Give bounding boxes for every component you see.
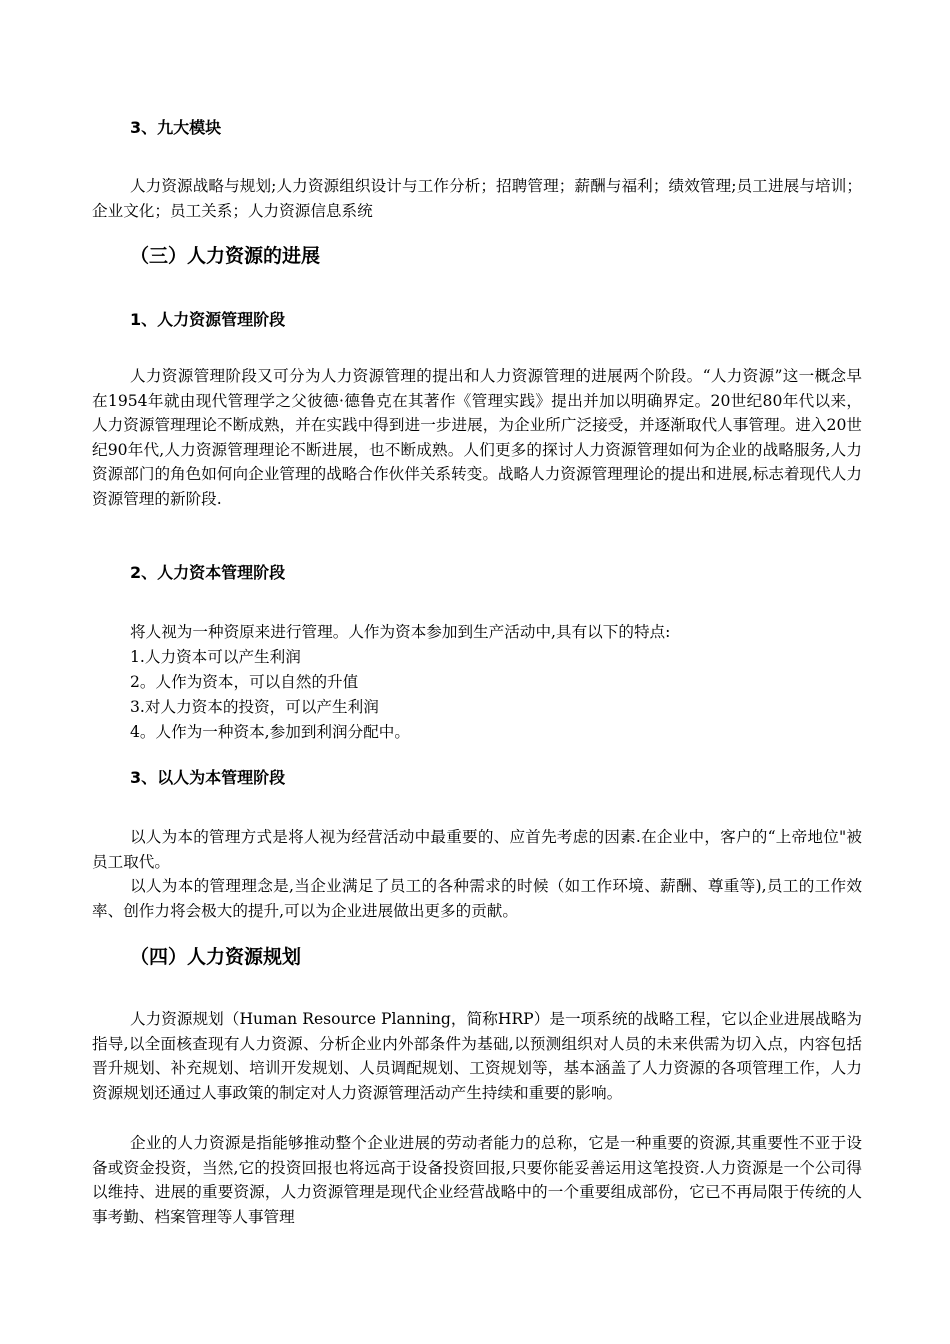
heading-stage-1: 1、人力资源管理阶段 <box>130 310 286 329</box>
paragraph-hr-planning-a: 人力资源规划（Human Resource Planning，简称HRP）是一项系统的战略工程，它以企业进展战略为指导,以全面核查现有人力资源、分析企业内外部条件为基础,以预测组织对人员的未来供需为切入点，内容包括晋升规划、补充规划、培训开发规划、人员调配规划、工资规划等，基本涵盖了人力资源的各项管理工作，人力资源规划还通过人事政策的制定对人力资源管理活动产生持续和重要的影响。 <box>92 1010 862 1102</box>
heading-hr-planning: （四）人力资源规划 <box>130 946 302 968</box>
stage-2-feature-list <box>130 645 410 745</box>
list-item: 2。人作为资本，可以自然的升值 <box>130 673 359 691</box>
paragraph-stage-3-b: 以人为本的管理理念是,当企业满足了员工的各种需求的时候（如工作环境、薪酬、尊重等),员工的工作效率、创作力将会极大的提升,可以为企业进展做出更多的贡献。 <box>92 877 862 920</box>
list-item: 1.人力资本可以产生利润 <box>130 648 301 666</box>
list-item: 3.对人力资本的投资，可以产生利润 <box>130 698 379 716</box>
heading-nine-modules: 3、九大模块 <box>130 118 222 137</box>
list-item: 4。人作为一种资本,参加到利润分配中。 <box>130 723 410 741</box>
heading-stage-3: 3、以人为本管理阶段 <box>130 768 286 787</box>
paragraph-stage-2-intro: 将人视为一种资原来进行管理。人作为资本参加到生产活动中,具有以下的特点: <box>130 623 671 641</box>
paragraph-nine-modules: 人力资源战略与规划;人力资源组织设计与工作分析；招聘管理；薪酬与福利；绩效管理;员工进展与培训；企业文化；员工关系；人力资源信息系统 <box>92 177 862 220</box>
paragraph-stage-1: 人力资源管理阶段又可分为人力资源管理的提出和人力资源管理的进展两个阶段。“人力资源”这一概念早在1954年就由现代管理学之父彼德·德鲁克在其著作《管理实践》提出并加以明确界定。20世纪80年代以来，人力资源管理理论不断成熟，并在实践中得到进一步进展，为企业所广泛接受，并逐渐取代人事管理。进入20世纪90年代,人力资源管理理论不断进展，也不断成熟。人们更多的探讨人力资源管理如何为企业的战略服务,人力资源部门的角色如何向企业管理的战略合作伙伴关系转变。战略人力资源管理理论的提出和进展,标志着现代人力资源管理的新阶段. <box>92 367 862 508</box>
paragraph-stage-3-a: 以人为本的管理方式是将人视为经营活动中最重要的、应首先考虑的因素.在企业中，客户的“上帝地位"被员工取代。 <box>92 828 862 871</box>
paragraph-hr-planning-b: 企业的人力资源是指能够推动整个企业进展的劳动者能力的总称，它是一种重要的资源,其重要性不亚于设备或资金投资，当然,它的投资回报也将远高于设备投资回报,只要你能妥善运用这笔投资.人力资源是一个公司得以维持、进展的重要资源，人力资源管理是现代企业经营战略中的一个重要组成部份，它已不再局限于传统的人事考勤、档案管理等人事管理 <box>92 1134 862 1226</box>
heading-hr-development: （三）人力资源的进展 <box>130 245 321 267</box>
heading-stage-2: 2、人力资本管理阶段 <box>130 563 286 582</box>
